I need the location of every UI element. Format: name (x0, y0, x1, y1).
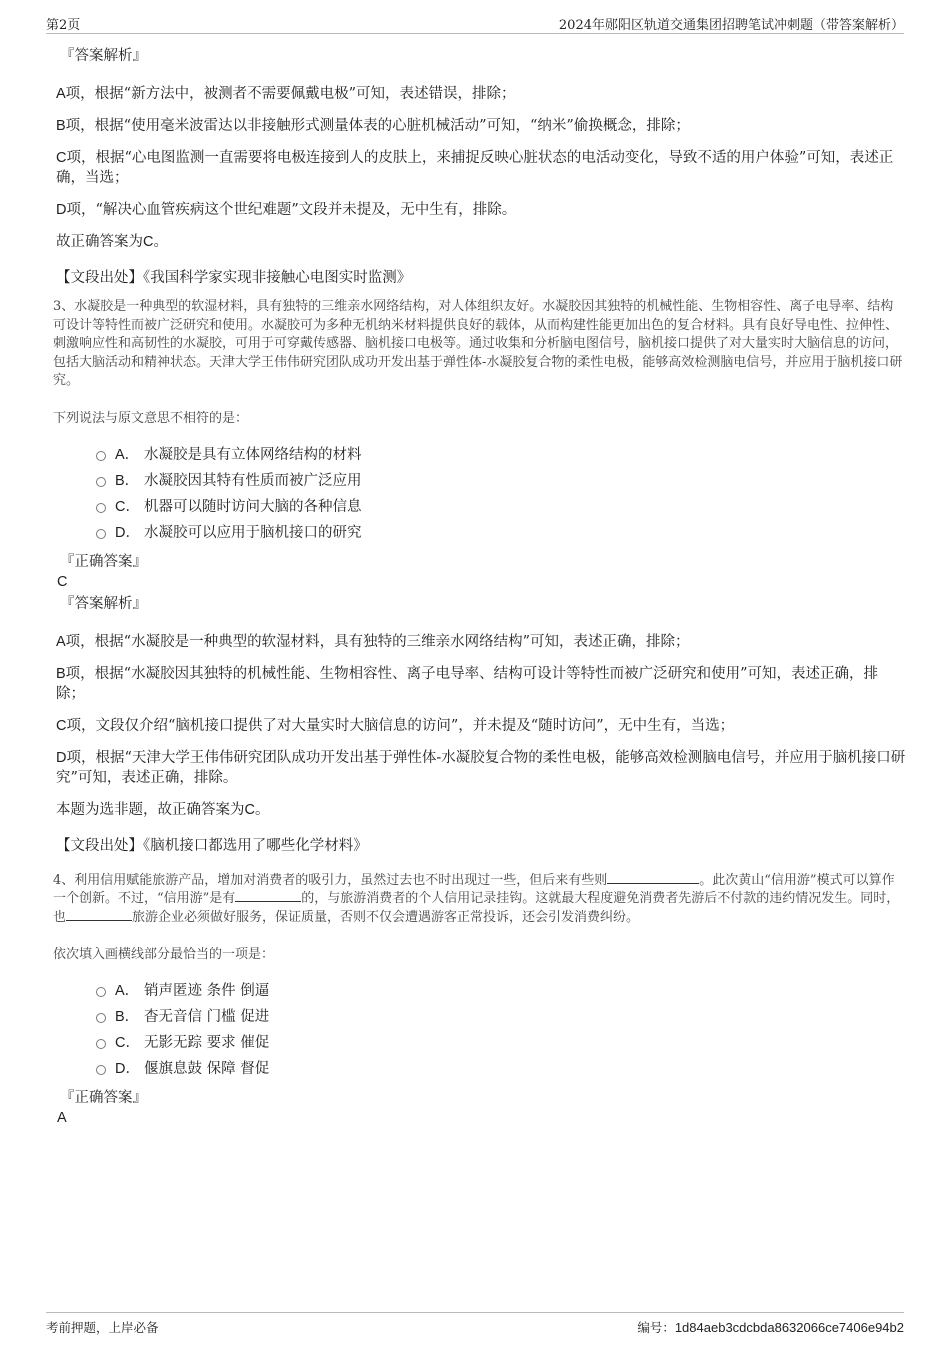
analysis-conclusion: 本题为选非题，故正确答案为C。 (56, 801, 270, 818)
option-b[interactable]: B． 水凝胶因其特有性质而被广泛应用 (96, 468, 906, 494)
radio-icon[interactable] (96, 503, 106, 513)
radio-icon[interactable] (96, 1065, 106, 1075)
correct-answer: C (57, 573, 68, 590)
question-3-stem: 3、水凝胶是一种典型的软湿材料，具有独特的三维亲水网络结构，对人体组织友好。水凝胶因其独特的机械性能、生物相容性、离子电导率、结构可设计等特性而被广泛研究和使用。水凝胶可为多种无机纳米材料提供良好的载体，从而构建性能更加出色的复合材料。具有良好导电性、拉伸性、刺激响应性和高韧性的水凝胶，可用于可穿戴传感器、脑机接口电极等。通过收集和分析脑电图信号，脑机接口提供了对大量实时大脑信息的访问，包括大脑活动和精神状态。天津大学王伟伟研究团队成功开发出基于弹性体-水凝胶复合物的柔性电极，能够高效检测脑电信号，并应用于脑机接口研究。 (53, 299, 903, 388)
fill-blank-1 (607, 872, 699, 884)
analysis-item-c: C项，文段仅介绍“脑机接口提供了对大量实时大脑信息的访问”，并未提及“随时访问”，无中生有，当选； (56, 717, 735, 734)
option-b[interactable]: B． 杳无音信 门槛 促进 (96, 1004, 906, 1030)
fill-blank-3 (66, 909, 132, 921)
analysis-conclusion: 故正确答案为C。 (56, 234, 168, 250)
option-c[interactable]: C． 无影无踪 要求 催促 (96, 1030, 906, 1056)
option-a[interactable]: A． 销声匿迹 条件 倒逼 (96, 978, 906, 1004)
question-4-options (96, 978, 906, 1082)
radio-icon[interactable] (96, 1039, 106, 1049)
radio-icon[interactable] (96, 987, 106, 997)
fill-blank-2 (235, 890, 301, 902)
analysis-item-b: B项，根据“使用毫米波雷达以非接触形式测量体表的心脏机械活动”可知，“纳米”偷换概念，排除； (56, 118, 690, 134)
page-footer (46, 1312, 904, 1336)
correct-answer-label: 『正确答案』 (60, 1090, 147, 1106)
option-c[interactable]: C． 机器可以随时访问大脑的各种信息 (96, 494, 906, 520)
analysis-item-d: D项，“解决心血管疾病这个世纪难题”文段并未提及，无中生有，排除。 (56, 202, 517, 218)
question-3-prompt: 下列说法与原文意思不相符的是： (53, 410, 249, 426)
footer-slogan: 考前押题，上岸必备 (46, 1320, 159, 1335)
answer-analysis-label: 『答案解析』 (60, 48, 147, 64)
correct-answer: A (57, 1110, 67, 1126)
option-d[interactable]: D． 水凝胶可以应用于脑机接口的研究 (96, 520, 906, 546)
radio-icon[interactable] (96, 1013, 106, 1023)
answer-analysis-label: 『答案解析』 (60, 595, 147, 612)
passage-source: 【文段出处】《脑机接口都选用了哪些化学材料》 (56, 837, 368, 854)
radio-icon[interactable] (96, 451, 106, 461)
correct-answer-label: 『正确答案』 (60, 553, 147, 570)
question-3-options (96, 442, 906, 546)
analysis-item-b: B项，根据“水凝胶因其独特的机械性能、生物相容性、离子电导率、结构可设计等特性而被广泛研究和使用”可知，表述正确，排除； (56, 665, 878, 702)
question-4-prompt: 依次填入画横线部分最恰当的一项是： (53, 947, 275, 962)
page-number: 第2页 (46, 18, 81, 33)
option-a[interactable]: A． 水凝胶是具有立体网络结构的材料 (96, 442, 906, 468)
page-content (53, 46, 906, 1128)
page-header (46, 14, 904, 34)
passage-source: 【文段出处】《我国科学家实现非接触心电图实时监测》 (56, 270, 412, 286)
analysis-item-a: A项，根据“水凝胶是一种典型的软湿材料，具有独特的三维亲水网络结构”可知，表述正确，排除； (56, 633, 690, 650)
question-4-stem: 4、利用信用赋能旅游产品，增加对消费者的吸引力，虽然过去也不时出现过一些，但后来有些则 。此次黄山“信用游”模式可以算作一个创新。不过，“信用游”是有 的，与旅游消费者的个人信用记录挂钩。这就最大程度避免消费者先游后不付款的违约情况发生。同时，也 旅游企业必须做好服务，保证质量，否则不仅会遭遇游客正常投诉，还会引发消费纠纷。 (53, 872, 900, 925)
analysis-item-d: D项，根据“天津大学王伟伟研究团队成功开发出基于弹性体-水凝胶复合物的柔性电极，能够高效检测脑电信号，并应用于脑机接口研究”可知，表述正确，排除。 (56, 749, 906, 786)
analysis-item-c: C项，根据“心电图监测一直需要将电极连接到人的皮肤上，来捕捉反映心脏状态的电活动变化，导致不适的用户体验”可知，表述正确，当选； (56, 150, 894, 186)
option-d[interactable]: D． 偃旗息鼓 保障 督促 (96, 1056, 906, 1082)
document-code: 编号：1d84aeb3cdcbda8632066ce7406e94b2 (637, 1320, 904, 1335)
document-title: 2024年郧阳区轨道交通集团招聘笔试冲刺题（带答案解析） (558, 18, 904, 33)
radio-icon[interactable] (96, 477, 106, 487)
analysis-item-a: A项，根据“新方法中，被测者不需要佩戴电极”可知，表述错误，排除； (56, 86, 516, 102)
radio-icon[interactable] (96, 529, 106, 539)
